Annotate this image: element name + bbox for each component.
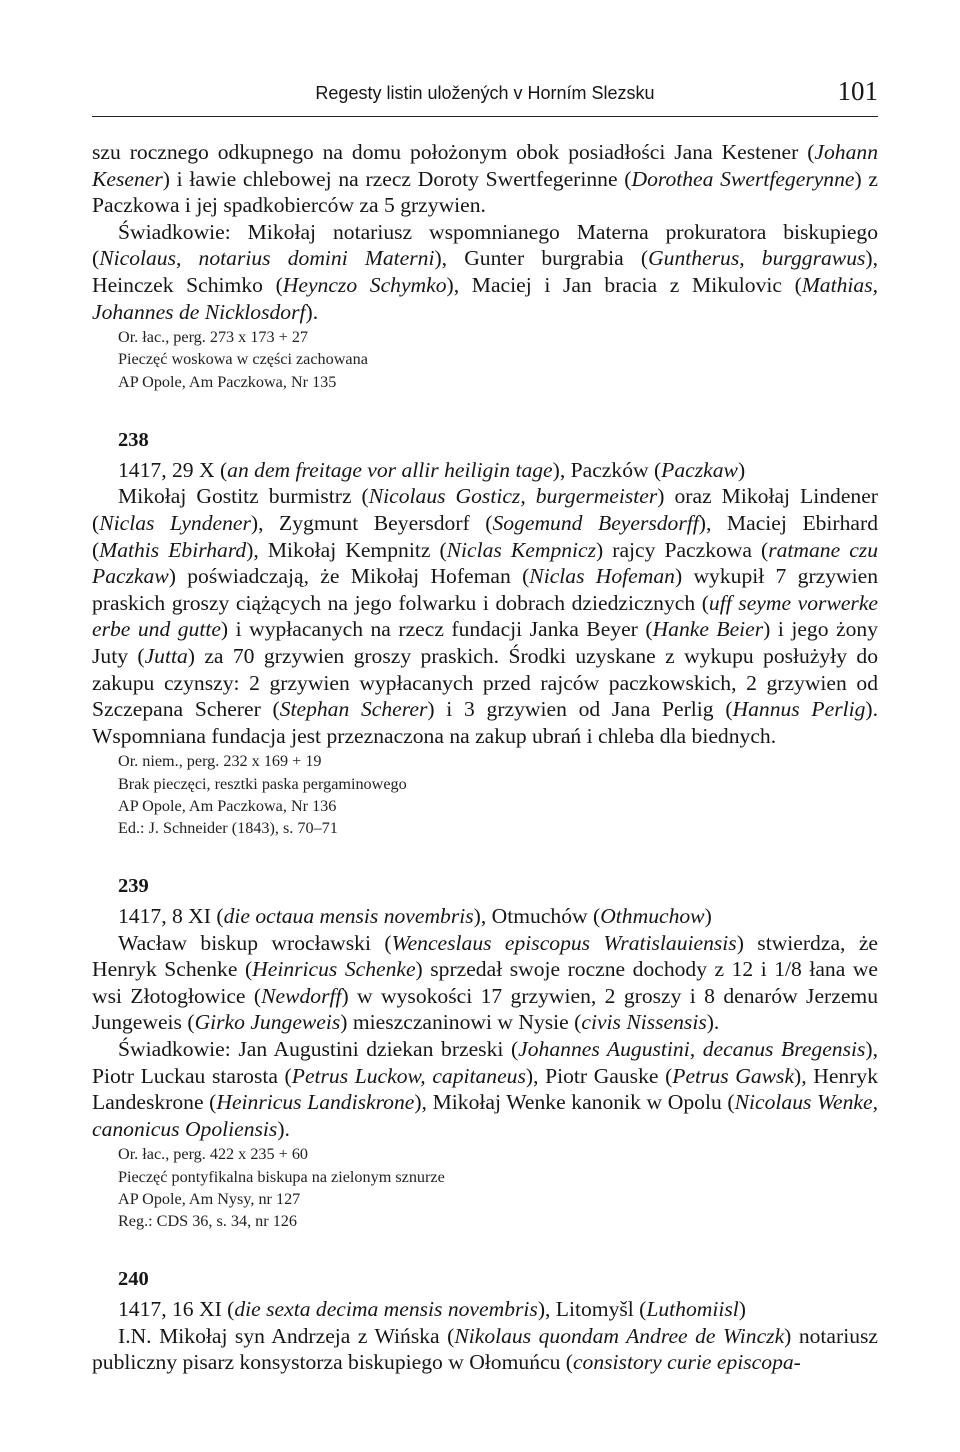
entry-239 <box>92 873 878 1232</box>
meta-line: Or. niem., perg. 232 x 169 + 19 <box>118 752 322 771</box>
meta-line: Pieczęć pontyfikalna biskupa na zielonym sznurze <box>118 1167 445 1186</box>
entry-witnesses: Świadkowie: Jan Augustini dziekan brzeski (Johannes Augustini, decanus Bregensis), Piotr Luckau starosta (Petrus Luckow, capitaneus), Piotr Gauske (Petrus Gawsk), Henryk Landeskrone (Heinricus Landiskrone), Mikołaj Wenke kanonik w Opolu (Nicolaus Wenke, canonicus Opoliensis). <box>92 1037 879 1141</box>
entry-240 <box>92 1266 878 1376</box>
entry-paragraph: Mikołaj Gostitz burmistrz (Nicolaus Gosticz, burgermeister) oraz Mikołaj Lindener (Niclas Lyndener), Zygmunt Beyersdorf (Sogemund Beyersdorff), Maciej Ebirhard (Mathis Ebirhard), Mikołaj Kempnitz (Niclas Kempnicz) rajcy Paczkowa (ratmane czu Paczkaw) poświadczają, że Mikołaj Hofeman (Niclas Hofeman) wykupił 7 grzywien praskich groszy ciążących na jego folwarku i dobrach dziedzicznych (uff seyme vorwerke erbe und gutte) i wypłacanych na rzecz fundacji Janka Beyer (Hanke Beier) i jego żony Juty (Jutta) za 70 grzywien groszy praskich. Środki uzyskane z wykupu posłużyły do zakupu czynszy: 2 grzywien wypłacanych przed rajców paczkowskich, 2 grzywien od Szczepana Scherer (Stephan Scherer) i 3 grzywien od Jana Perlig (Hannus Perlig). Wspomniana fundacja jest przeznaczona na zakup ubrań i chleba dla biednych. <box>92 484 879 748</box>
meta-line: Or. łac., perg. 422 x 235 + 60 <box>118 1145 309 1164</box>
entry-date-place: 1417, 29 X (an dem freitage vor allir heiligin tage), Paczków (Paczkaw) <box>118 457 746 482</box>
entry-number: 239 <box>118 875 149 898</box>
page-number: 101 <box>837 76 878 106</box>
running-head-title: Regesty listin uložených v Horním Slezsku <box>315 83 655 103</box>
entry-paragraph: I.N. Mikołaj syn Andrzeja z Wińska (Nikolaus quondam Andree de Winczk) notariusz publiczny pisarz konsystorza biskupiego w Ołomuńcu (consistory curie episcopa- <box>92 1323 878 1375</box>
meta-line: AP Opole, Am Paczkowa, Nr 135 <box>118 372 337 391</box>
meta-line: Brak pieczęci, resztki paska pergaminowego <box>118 774 407 793</box>
page-content <box>92 139 878 1376</box>
entry-237-meta <box>92 326 878 393</box>
entry-238 <box>92 427 878 839</box>
entry-237-text: szu rocznego odkupnego na domu położonym obok posiadłości Jana Kestener (Johann Kesener) i ławie chlebowej na rzecz Doroty Swertfegerinne (Dorothea Swertfegerynne) z Paczkowa i jej spadkobierców za 5 grzywien. <box>92 140 878 218</box>
meta-line: Or. łac., perg. 273 x 173 + 27 <box>118 328 309 347</box>
meta-line: Ed.: J. Schneider (1843), s. 70–71 <box>118 818 338 837</box>
entry-meta <box>92 1143 878 1232</box>
page <box>92 70 878 1376</box>
entry-date-place: 1417, 16 XI (die sexta decima mensis novembris), Litomyšl (Luthomiisl) <box>118 1297 746 1322</box>
meta-line: Pieczęć woskowa w części zachowana <box>118 350 368 369</box>
entry-number: 240 <box>118 1268 149 1291</box>
running-head <box>92 70 878 117</box>
entry-paragraph: Wacław biskup wrocławski (Wenceslaus episcopus Wratislauiensis) stwierdza, że Henryk Schenke (Heinricus Schenke) sprzedał swoje roczne dochody z 12 i 1/8 łana we wsi Złotogłowice (Newdorff) w wysokości 17 grzywien, 2 groszy i 8 denarów Jerzemu Jungeweis (Girko Jungeweis) mieszczaninowi w Nysie (civis Nissensis). <box>92 930 879 1035</box>
entry-number: 238 <box>118 428 149 451</box>
meta-line: AP Opole, Am Paczkowa, Nr 136 <box>118 796 337 815</box>
entry-237-continuation <box>92 139 878 393</box>
entry-meta <box>92 750 878 839</box>
meta-line: Reg.: CDS 36, s. 34, nr 126 <box>118 1212 297 1231</box>
entry-date-place: 1417, 8 XI (die octaua mensis novembris), Otmuchów (Othmuchow) <box>118 904 712 929</box>
meta-line: AP Opole, Am Nysy, nr 127 <box>118 1189 301 1208</box>
entry-237-witnesses: Świadkowie: Mikołaj notariusz wspomnianego Materna prokuratora biskupiego (Nicolaus, notarius domini Materni), Gunter burgrabia (Guntherus, burggrawus), Heinczek Schimko (Heynczo Schymko), Maciej i Jan bracia z Mikulovic (Mathias, Johannes de Nicklosdorf). <box>92 219 878 324</box>
